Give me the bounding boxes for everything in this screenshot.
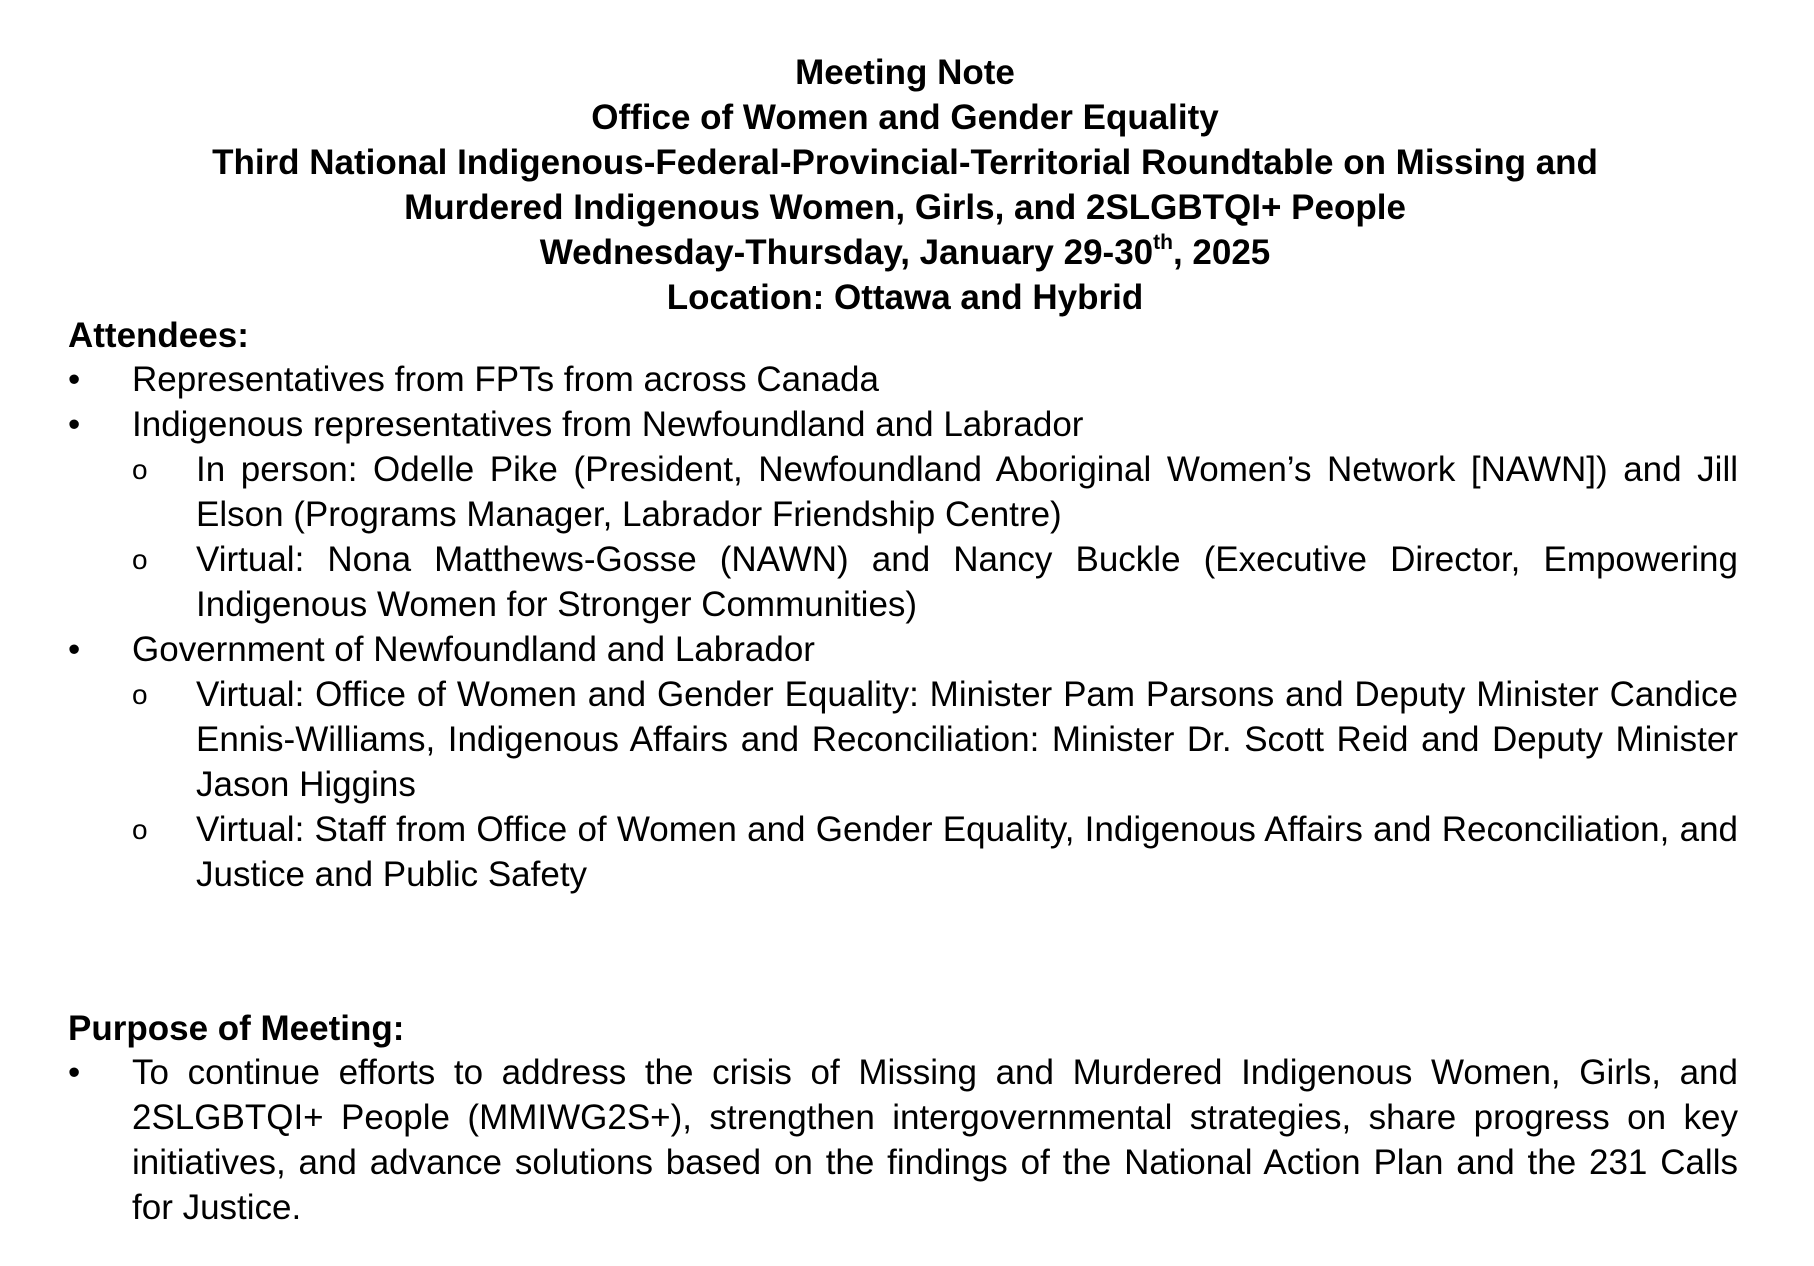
- meeting-location: Location: Ottawa and Hybrid: [666, 278, 1144, 317]
- event-title-line-1: Third National Indigenous-Federal-Provincial-Territorial Roundtable on Missing and: [212, 143, 1598, 182]
- attendee-subitem: o In person: Odelle Pike (President, Newfoundland Aboriginal Women’s Network [NAWN]) and Jill Elson (Programs Manager, Labrador Friendship Centre): [68, 447, 1738, 537]
- attendee-item: • Representatives from FPTs from across Canada: [68, 357, 1738, 402]
- attendee-item: • Government of Newfoundland and Labrador: [68, 627, 1738, 672]
- office-name: Office of Women and Gender Equality: [591, 98, 1219, 137]
- meeting-date-prefix: Wednesday-Thursday, January 29-30: [539, 233, 1154, 272]
- meeting-date: [60, 230, 1750, 275]
- attendees-heading: Attendees:: [68, 316, 249, 355]
- meeting-date-superscript: th: [1153, 231, 1173, 255]
- event-title-line-2: Murdered Indigenous Women, Girls, and 2SLGBTQI+ People: [404, 188, 1406, 227]
- document-title: Meeting Note: [795, 53, 1015, 92]
- purpose-list: [68, 1050, 1738, 1230]
- attendees-list: [68, 357, 1738, 897]
- purpose-item: • To continue efforts to address the crisis of Missing and Murdered Indigenous Women, Girls, and 2SLGBTQI+ People (MMIWG2S+), strengthen intergovernmental strategies, share progress on key initiatives, and advance solutions based on the findings of the National Action Plan and the 231 Calls for Justice.: [68, 1050, 1738, 1230]
- meeting-date-suffix: , 2025: [1172, 233, 1271, 272]
- attendee-subitem: o Virtual: Office of Women and Gender Equality: Minister Pam Parsons and Deputy Minister Candice Ennis-Williams, Indigenous Affairs and Reconciliation: Minister Dr. Scott Reid and Deputy Minister Jason Higgins: [68, 672, 1738, 807]
- document-header: [60, 50, 1750, 320]
- attendee-subitem: o Virtual: Staff from Office of Women and Gender Equality, Indigenous Affairs and Reconciliation, and Justice and Public Safety: [68, 807, 1738, 897]
- attendee-subitem: o Virtual: Nona Matthews-Gosse (NAWN) and Nancy Buckle (Executive Director, Empowering Indigenous Women for Stronger Communities): [68, 537, 1738, 627]
- attendee-item: • Indigenous representatives from Newfoundland and Labrador: [68, 402, 1738, 447]
- purpose-heading: Purpose of Meeting:: [68, 1009, 405, 1048]
